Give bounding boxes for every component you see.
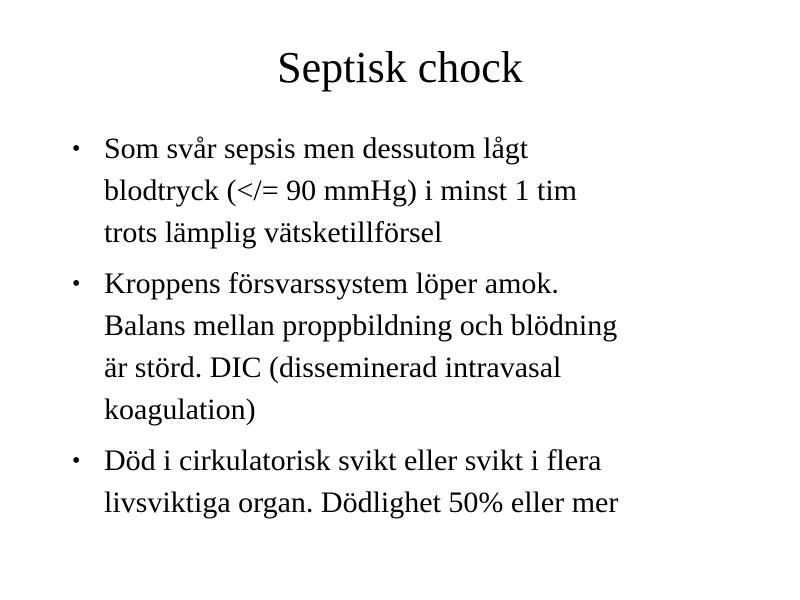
bullet-2-line-3: är störd. DIC (disseminerad intravasal bbox=[104, 351, 562, 384]
bullet-item-1 bbox=[70, 128, 750, 254]
bullet-item-3 bbox=[70, 440, 750, 524]
bullet-1-line-1: Som svår sepsis men dessutom lågt bbox=[104, 132, 529, 165]
bullet-2-line-2: Balans mellan proppbildning och blödning bbox=[104, 309, 618, 342]
bullet-1-line-2: blodtryck (</= 90 mmHg) i minst 1 tim bbox=[104, 174, 577, 207]
bullet-icon: • bbox=[72, 136, 81, 162]
bullet-2-line-4: koagulation) bbox=[104, 393, 256, 426]
bullet-list bbox=[70, 128, 750, 533]
bullet-3-line-1: Död i cirkulatorisk svikt eller svikt i flera bbox=[104, 444, 602, 477]
bullet-item-2 bbox=[70, 263, 750, 431]
bullet-1-line-3: trots lämplig vätsketillförsel bbox=[104, 216, 443, 249]
bullet-3-line-2: livsviktiga organ. Dödlighet 50% eller mer bbox=[104, 486, 619, 519]
bullet-icon: • bbox=[72, 271, 81, 297]
bullet-2-line-1: Kroppens försvarssystem löper amok. bbox=[104, 267, 559, 300]
bullet-icon: • bbox=[72, 448, 81, 474]
slide-title: Septisk chock bbox=[277, 43, 523, 92]
